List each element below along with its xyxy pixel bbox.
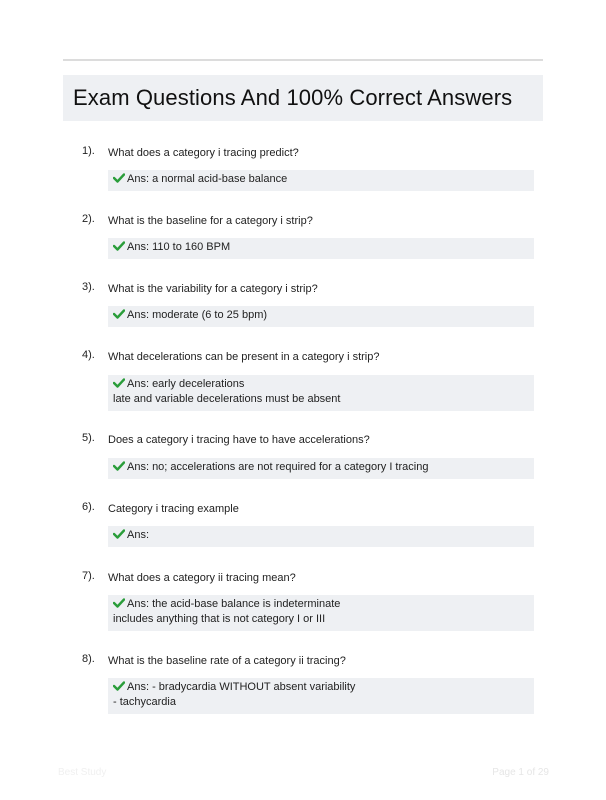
check-icon [113,598,125,608]
answer-text: Ans: the acid-base balance is indeterminate [127,598,341,610]
page-title: Exam Questions And 100% Correct Answers [73,85,513,110]
check-icon [113,309,125,319]
question-text: Does a category i tracing have to have accelerations? [108,434,370,446]
answer-line [113,377,529,392]
question-text: What does a category i tracing predict? [108,147,299,159]
answer-text: Ans: 110 to 160 BPM [127,241,231,253]
question-text: What is the baseline for a category i strip? [108,215,313,227]
question-number: 4). [82,349,95,361]
check-icon [113,241,125,251]
answer-box [108,595,534,631]
answer-line [113,528,529,543]
answer-text: Ans: - bradycardia WITHOUT absent variability [127,681,356,693]
answer-box [108,170,534,191]
answer-line: includes anything that is not category I or III [113,613,326,625]
question-number: 5). [82,432,95,444]
answer-box [108,306,534,327]
answer-line [113,460,529,475]
page-number: Page 1 of 29 [492,767,549,778]
answer-text: Ans: early decelerations [127,378,245,390]
answer-text: Ans: a normal acid-base balance [127,173,288,185]
question-number: 8). [82,653,95,665]
footer-watermark: Best Study [58,767,107,778]
title-banner [63,75,543,121]
answer-text: Ans: [127,529,150,541]
question-text: What decelerations can be present in a category i strip? [108,351,380,363]
answer-line: - tachycardia [113,696,176,708]
answer-line [113,680,529,695]
question-text: What is the baseline rate of a category ii tracing? [108,655,346,667]
answer-box [108,458,534,479]
top-divider [63,59,543,61]
question-number: 7). [82,570,95,582]
check-icon [113,378,125,388]
answer-box [108,375,534,411]
check-icon [113,173,125,183]
check-icon [113,461,125,471]
answer-box [108,678,534,714]
question-text: What does a category ii tracing mean? [108,572,296,584]
check-icon [113,681,125,691]
question-text: Category i tracing example [108,503,239,515]
answer-line [113,240,529,255]
question-number: 1). [82,145,95,157]
check-icon [113,529,125,539]
answer-box [108,526,534,547]
question-number: 2). [82,213,95,225]
answer-line [113,308,529,323]
answer-box [108,238,534,259]
answer-text: Ans: no; accelerations are not required for a category I tracing [127,461,429,473]
question-number: 6). [82,501,95,513]
question-number: 3). [82,281,95,293]
answer-line: late and variable decelerations must be absent [113,393,341,405]
answer-line [113,172,529,187]
answer-line [113,597,529,612]
answer-text: Ans: moderate (6 to 25 bpm) [127,309,268,321]
question-text: What is the variability for a category i strip? [108,283,318,295]
